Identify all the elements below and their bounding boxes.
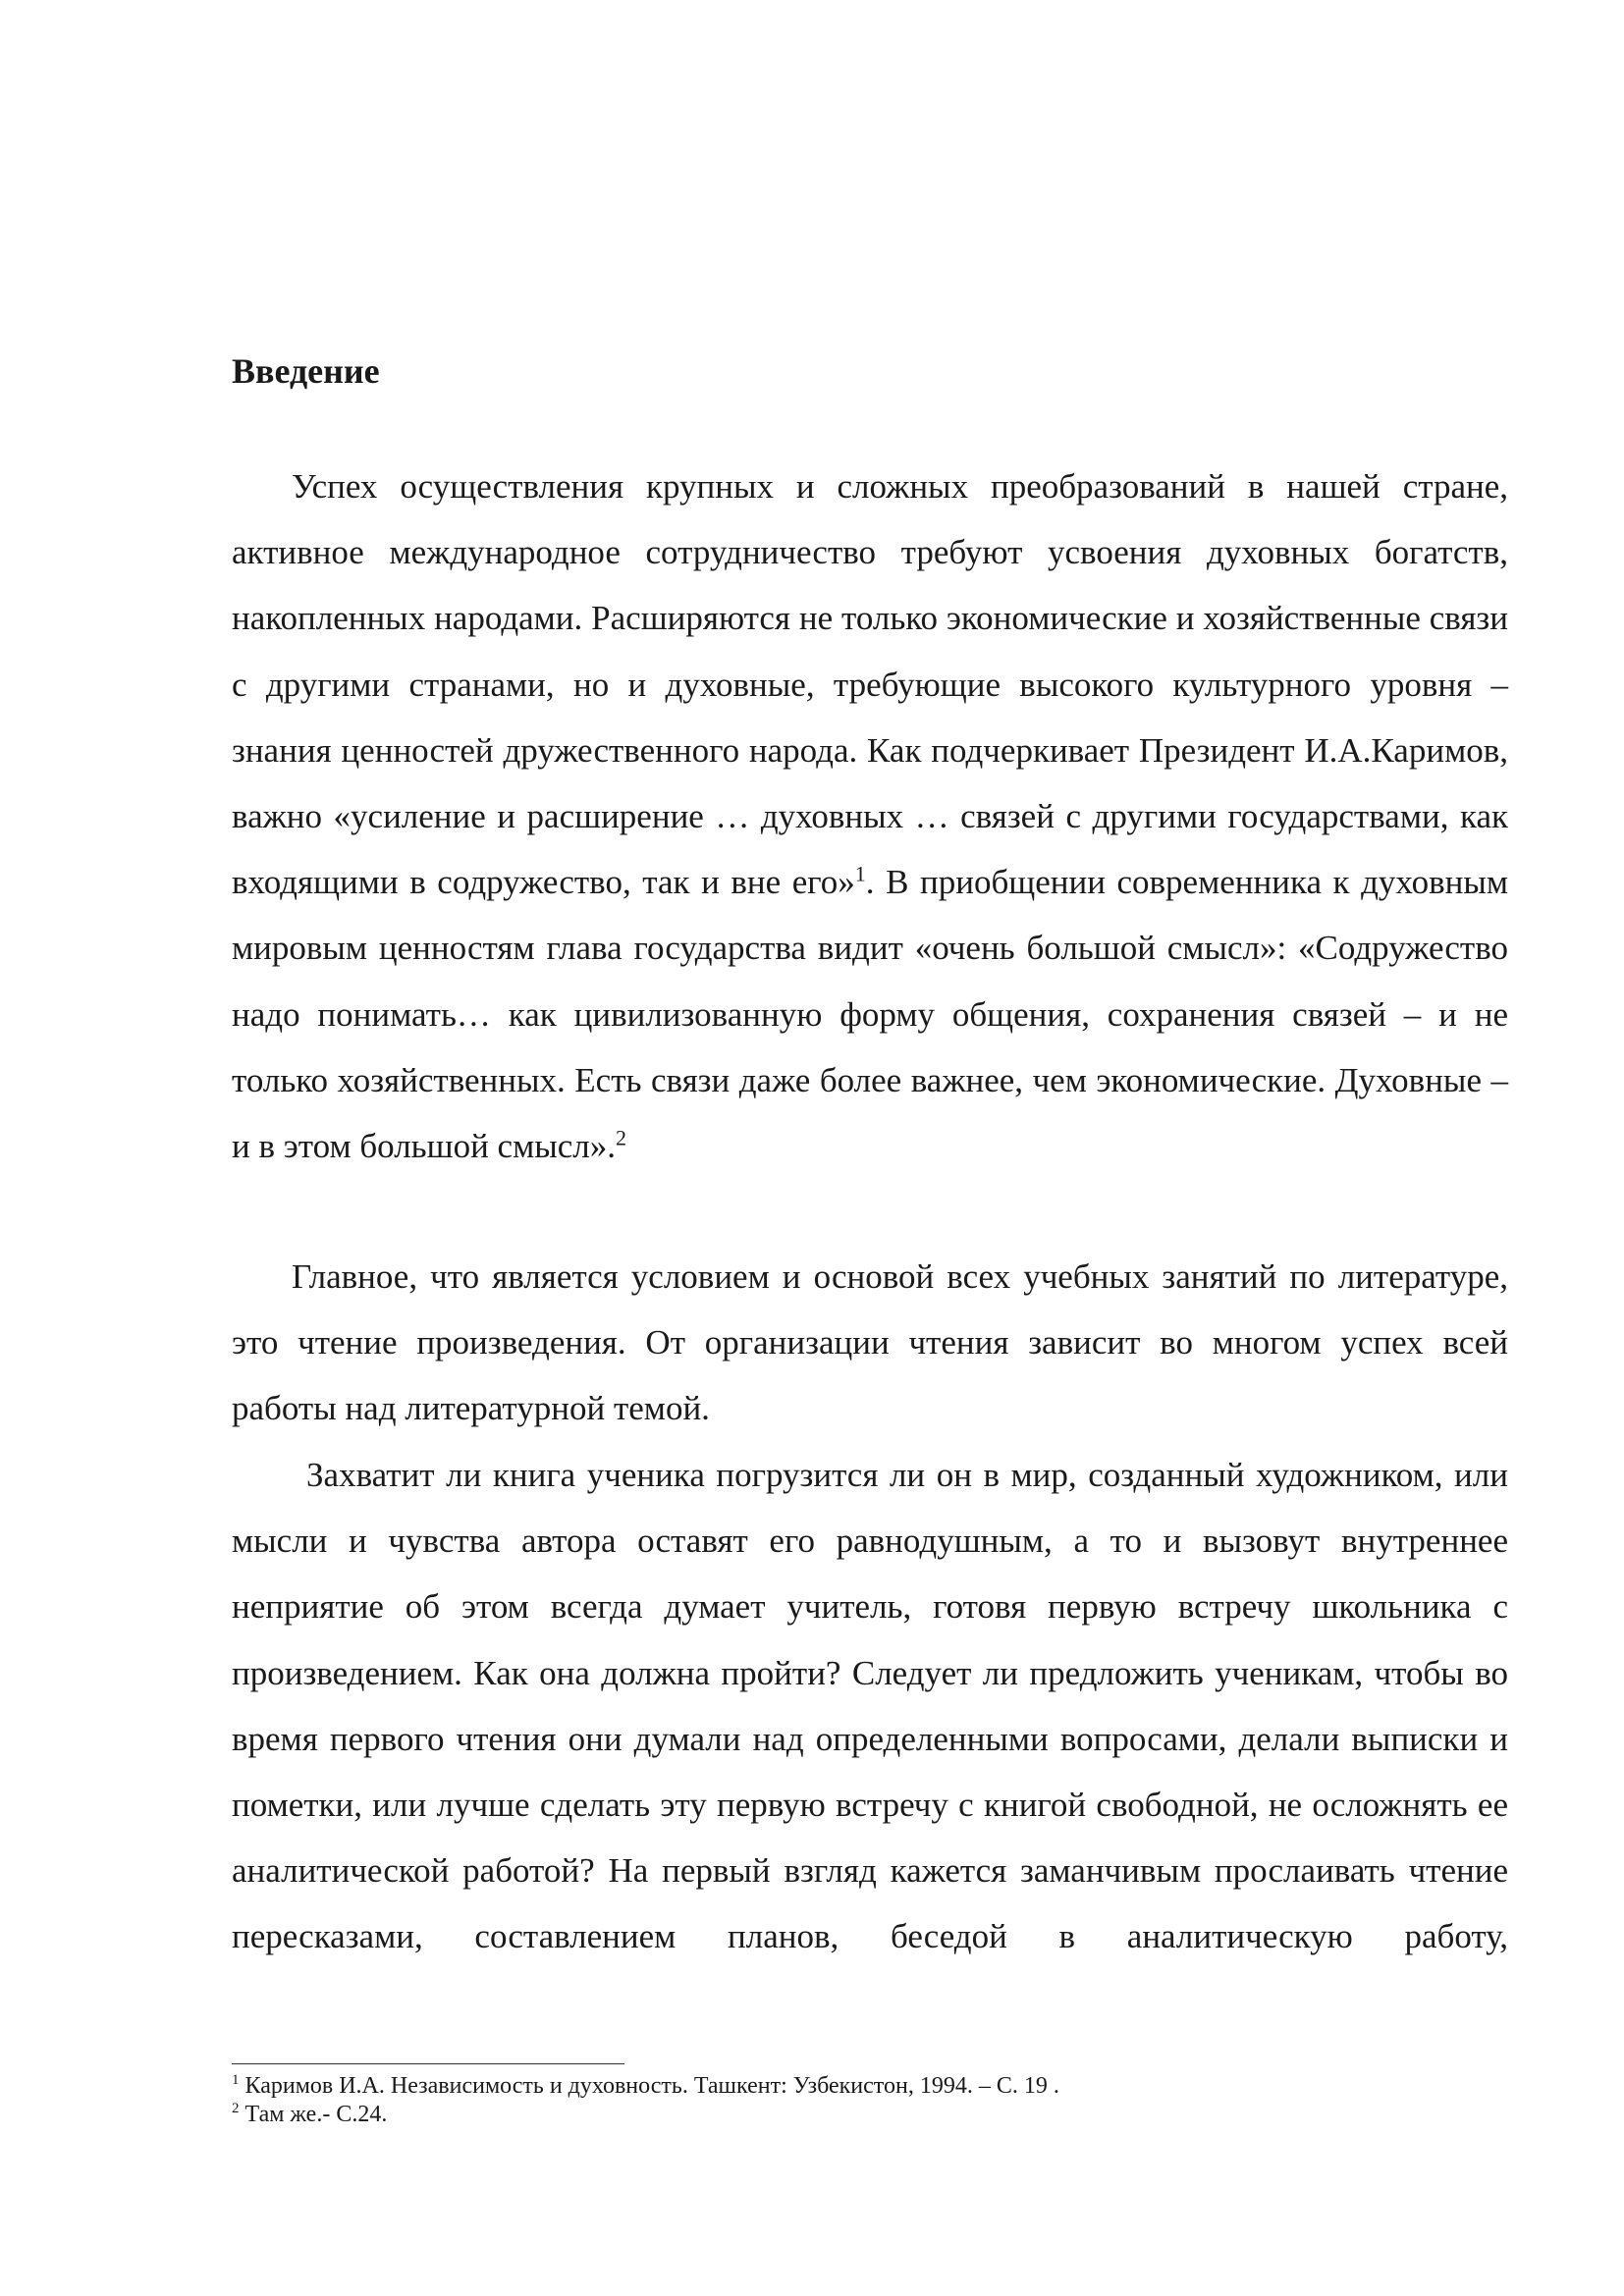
footnote-1-marker: 1 <box>232 2072 240 2088</box>
paragraph-3: Захватит ли книга ученика погрузится ли он в мир, созданный художником, или мысли и чувства автора оставят его равнодушным, а то и вызовут внутреннее неприятие об этом всегда думает учитель, готовя первую встречу школьника с произведением. Как она должна пройти? Следует ли предложить ученикам, чтобы во время первого чтения они думали над определенными вопросами, делали выписки и пометки, или лучше сделать эту первую встречу с книгой свободной, не осложнять ее аналитической работой? На первый взгляд кажется заманчивым прослаивать чтение пересказами, составлением планов, беседой в аналитическую работу, <box>232 1456 1508 1956</box>
footnote-2-text: Там же.- С.24. <box>239 2102 388 2127</box>
footnote-2 <box>232 2101 1508 2129</box>
paragraph-1-text-part1: Успех осуществления крупных и сложных преобразований в нашей стране, активное международное сотрудничество требуют усвоения духовных богатств, накопленных народами. Расширяются не только экономические и хозяйственные связи с другими странами, но и духовные, требующие высокого культурного уровня – знания ценностей дружественного народа. Как подчеркивает Президент И.А.Каримов, важно «усиление и расширение … духовных … связей с другими государствами, как входящими в содружество, так и вне его» <box>232 467 1508 902</box>
paragraph-1 <box>232 454 1508 1179</box>
paragraph-1-text-part2: . В приобщении современника к духовным мировым ценностям глава государства видит «очень большой смысл»: «Содружество надо понимать… как цивилизованную форму общения, сохранения связей – и не только хозяйственных. Есть связи даже более важнее, чем экономические. Духовные – и в этом большой смысл». <box>232 863 1508 1166</box>
footnotes <box>232 2072 1508 2129</box>
section-heading: Введение <box>232 351 380 391</box>
footnote-1-text: Каримов И.А. Независимость и духовность. Ташкент: Узбекистон, 1994. – С. 19 . <box>239 2073 1059 2099</box>
paragraph-2: Главное, что является условием и основой всех учебных занятий по литературе, это чтение произведения. От организации чтения зависит во многом успех всей работы над литературной темой. <box>232 1257 1508 1428</box>
footnote-ref-1: 1 <box>854 861 866 886</box>
footnote-1 <box>232 2072 1508 2101</box>
footnote-ref-2: 2 <box>616 1125 626 1150</box>
footnote-separator <box>232 2063 624 2064</box>
footnote-2-marker: 2 <box>232 2101 240 2116</box>
